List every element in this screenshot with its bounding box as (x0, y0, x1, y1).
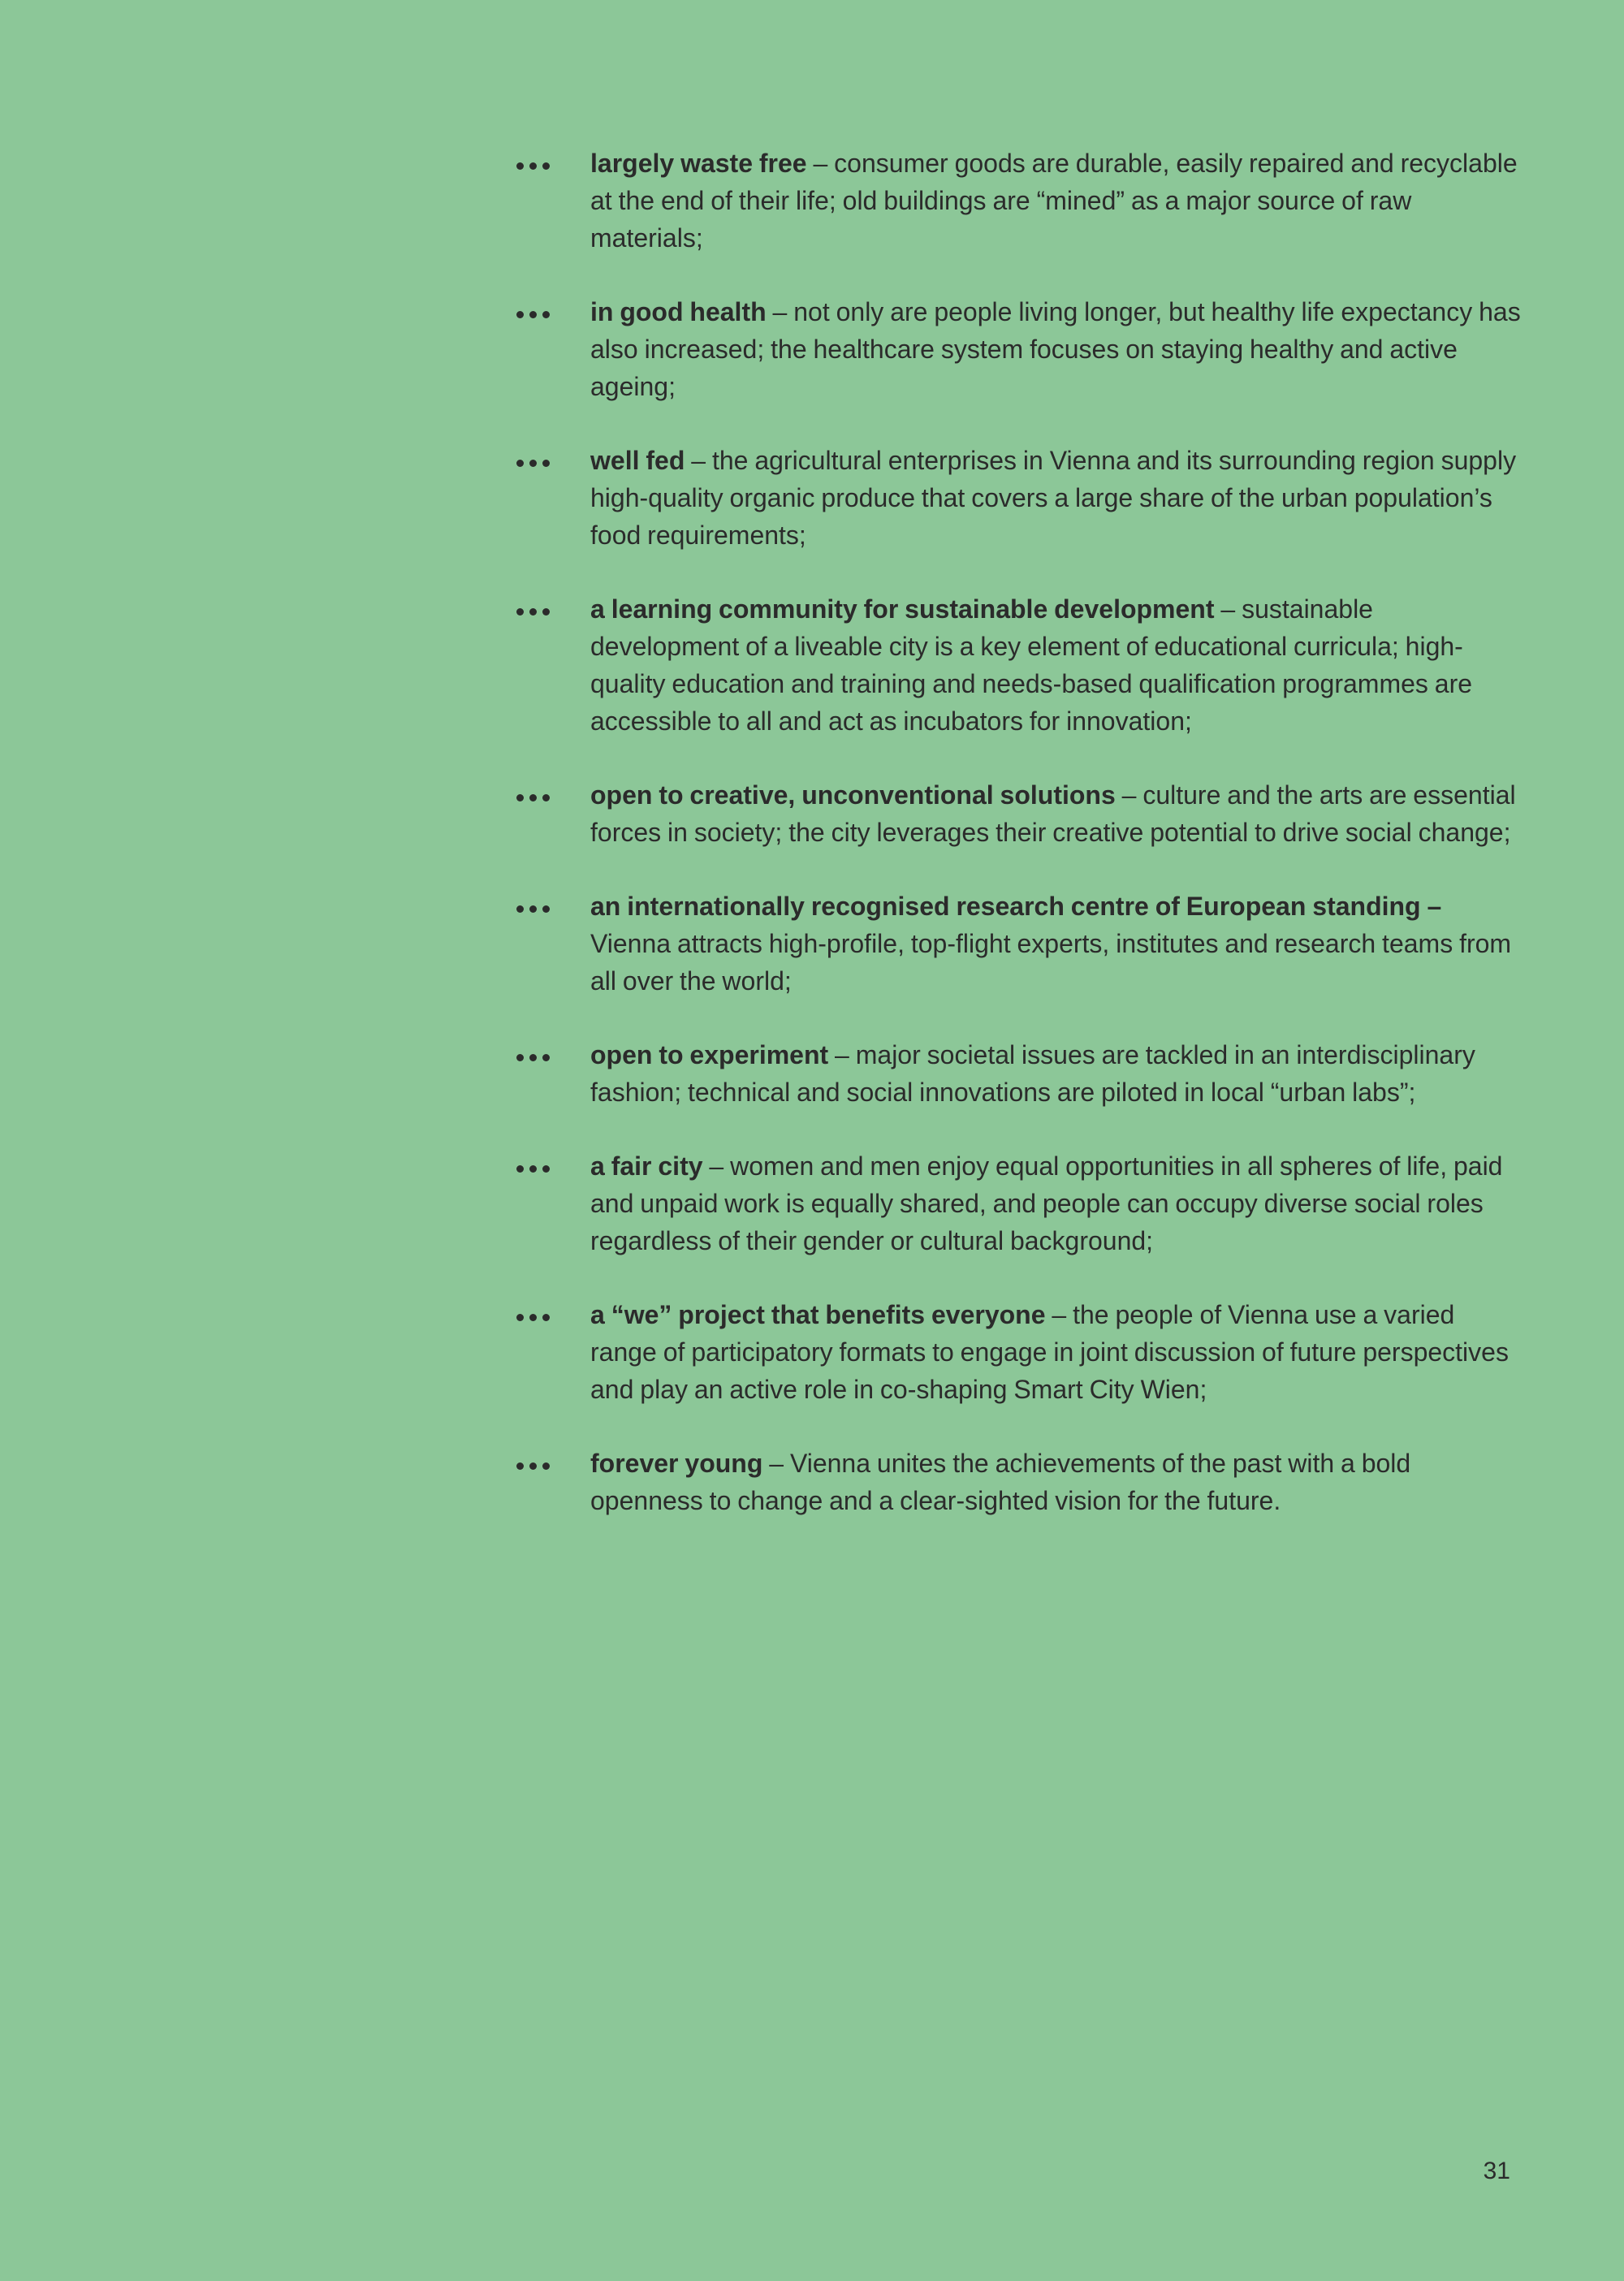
list-item-text (590, 442, 1524, 554)
ellipsis-bullet-icon (516, 1054, 555, 1062)
ellipsis-bullet-icon (516, 905, 555, 914)
item-lead: a fair city (590, 1151, 703, 1181)
item-lead: a learning community for sustainable development (590, 594, 1215, 624)
list-item (0, 590, 1624, 740)
item-lead: a “we” project that benefits everyone (590, 1300, 1046, 1329)
item-lead: an internationally recognised research centre of European standing – (590, 892, 1442, 921)
ellipsis-bullet-icon (516, 794, 555, 802)
item-body: – sustainable development of a liveable city is a key element of educational curricula; high-quality education and training and needs-based qualification programmes are accessible to all and act as incubators for innovation; (590, 594, 1473, 736)
item-lead: largely waste free (590, 149, 807, 178)
page-number: 31 (1483, 2158, 1510, 2184)
item-body: – the agricultural enterprises in Vienna and its surrounding region supply high-quality organic produce that covers a large share of the urban population’s food requirements; (590, 446, 1517, 550)
list-item (0, 888, 1624, 1000)
item-body: Vienna attracts high-profile, top-flight experts, institutes and research teams from all over the world; (590, 929, 1512, 996)
list-item (0, 293, 1624, 405)
item-body: – major societal issues are tackled in an interdisciplinary fashion; technical and social innovations are piloted in local “urban labs”; (590, 1040, 1475, 1107)
ellipsis-bullet-icon (516, 1314, 555, 1322)
ellipsis-bullet-icon (516, 608, 555, 616)
item-body: – culture and the arts are essential forces in society; the city leverages their creative potential to drive social change; (590, 780, 1516, 847)
list-item-text (590, 1296, 1524, 1408)
item-body: – consumer goods are durable, easily repaired and recyclable at the end of their life; old buildings are “mined” as a major source of raw materials; (590, 149, 1518, 253)
list-item (0, 1147, 1624, 1259)
list-item-text (590, 293, 1524, 405)
item-lead: in good health (590, 297, 767, 326)
bullet-list (0, 145, 1624, 1556)
item-body: – not only are people living longer, but healthy life expectancy has also increased; the healthcare system focuses on staying healthy and active ageing; (590, 297, 1521, 401)
list-item (0, 1445, 1624, 1519)
item-body: – women and men enjoy equal opportunities in all spheres of life, paid and unpaid work is equally shared, and people can occupy diverse social roles regardless of their gender or cultural background; (590, 1151, 1503, 1255)
list-item-text (590, 590, 1524, 740)
item-lead: forever young (590, 1449, 763, 1478)
ellipsis-bullet-icon (516, 1165, 555, 1173)
item-lead: open to creative, unconventional solutions (590, 780, 1116, 810)
list-item-text (590, 145, 1524, 257)
list-item-text (590, 1036, 1524, 1111)
list-item (0, 145, 1624, 257)
list-item (0, 1296, 1624, 1408)
item-body: – the people of Vienna use a varied range of participatory formats to engage in joint discussion of future perspectives and play an active role in co-shaping Smart City Wien; (590, 1300, 1509, 1404)
item-lead: open to experiment (590, 1040, 829, 1069)
list-item-text (590, 1147, 1524, 1259)
list-item-text (590, 776, 1524, 851)
list-item-text (590, 1445, 1524, 1519)
ellipsis-bullet-icon (516, 162, 555, 171)
ellipsis-bullet-icon (516, 1462, 555, 1471)
item-lead: well fed (590, 446, 685, 475)
list-item (0, 1036, 1624, 1111)
list-item (0, 442, 1624, 554)
list-item-text (590, 888, 1524, 1000)
list-item (0, 776, 1624, 851)
item-body: – Vienna unites the achievements of the past with a bold openness to change and a clear-sighted vision for the future. (590, 1449, 1411, 1515)
ellipsis-bullet-icon (516, 460, 555, 468)
ellipsis-bullet-icon (516, 311, 555, 319)
